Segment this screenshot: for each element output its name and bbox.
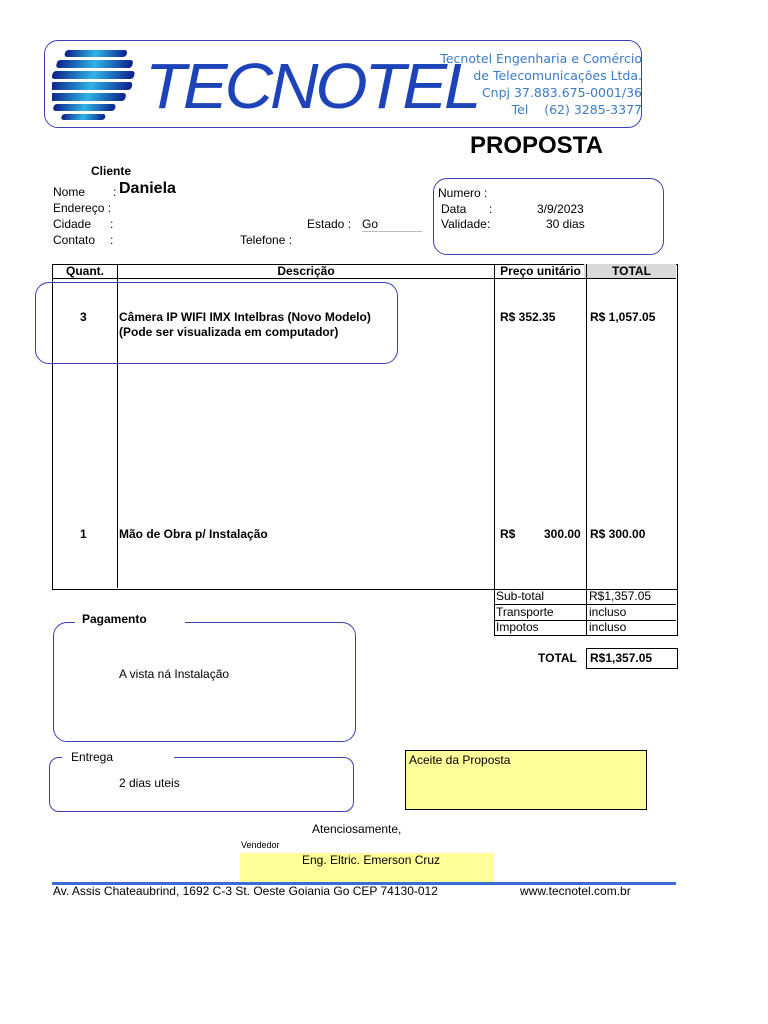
delivery-box — [49, 757, 354, 812]
footer-address: Av. Assis Chateaubrind, 1692 C-3 St. Oeste Goiania Go CEP 74130-012 — [53, 884, 438, 898]
client-address-label: Endereço : — [53, 201, 112, 215]
company-cnpj: Cnpj 37.883.675-0001/36 — [481, 85, 642, 100]
row1-desc-line2: (Pode ser visualizada em computador) — [119, 325, 339, 339]
payment-label: Pagamento — [82, 612, 147, 626]
client-phone-label: Telefone : — [240, 233, 293, 247]
acceptance-label: Aceite da Proposta — [409, 753, 511, 767]
row1-unit-price: R$ 352.35 — [500, 310, 556, 324]
client-name-label: Nome — [53, 185, 86, 199]
date-label: Data — [441, 202, 467, 216]
regards-text: Atenciosamente, — [312, 822, 402, 836]
header-qty: Quant. — [53, 264, 117, 279]
company-subtitle: de Telecomunicações Ltda. — [473, 68, 642, 83]
company-name: Tecnotel Engenharia e Comércio — [440, 51, 642, 66]
company-tel: Tel (62) 3285-3377 — [511, 102, 642, 117]
row1-qty: 3 — [80, 310, 87, 324]
header-total: TOTAL — [587, 264, 676, 279]
taxes-value: incluso — [589, 620, 627, 634]
client-name-value: Daniela — [119, 180, 176, 197]
date-value: 3/9/2023 — [537, 202, 584, 216]
header-description: Descrição — [118, 264, 494, 279]
validity-label: Validade: — [441, 217, 491, 231]
payment-box — [53, 622, 356, 742]
acceptance-box — [405, 750, 647, 810]
transport-label: Transporte — [496, 605, 554, 619]
company-logo-text: TECNOTEL — [145, 50, 479, 122]
row2-unit-currency: R$ — [500, 527, 516, 541]
row1-highlight-outline — [35, 282, 398, 364]
vendor-label: Vendedor — [241, 840, 280, 850]
row2-qty: 1 — [80, 527, 87, 541]
number-label: Numero : — [438, 186, 488, 200]
payment-text: A vista ná Instalação — [119, 667, 230, 681]
footer-website[interactable]: www.tecnotel.com.br — [520, 884, 631, 898]
client-state-label: Estado : — [307, 217, 352, 231]
row2-unit-amount: 300.00 — [544, 527, 581, 541]
document-title: PROPOSTA — [470, 132, 603, 159]
grand-total-value: R$1,357.05 — [590, 651, 653, 665]
header-unit-price: Preço unitário — [495, 264, 586, 279]
taxes-label: Impotos — [496, 620, 539, 634]
row2-total: R$ 300.00 — [590, 527, 646, 541]
row2-desc: Mão de Obra p/ Instalação — [119, 527, 268, 541]
validity-value: 30 dias — [546, 217, 585, 231]
subtotal-label: Sub-total — [496, 589, 545, 603]
company-info — [440, 50, 642, 118]
vendor-name: Eng. Eltric. Emerson Cruz — [302, 853, 441, 867]
client-city-label: Cidade — [53, 217, 92, 231]
delivery-text: 2 dias uteis — [119, 776, 180, 790]
transport-value: incluso — [589, 605, 627, 619]
tecnotel-globe-logo-icon — [52, 48, 144, 124]
client-section-label: Cliente — [91, 164, 132, 178]
grand-total-label: TOTAL — [538, 651, 577, 665]
client-contact-label: Contato — [53, 233, 96, 247]
delivery-label: Entrega — [71, 750, 114, 764]
client-state-value: Go — [362, 217, 422, 232]
row1-total: R$ 1,057.05 — [590, 310, 656, 324]
subtotal-value: R$1,357.05 — [589, 589, 652, 603]
row1-desc-line1: Câmera IP WIFI IMX Intelbras (Novo Modelo) — [119, 310, 371, 324]
